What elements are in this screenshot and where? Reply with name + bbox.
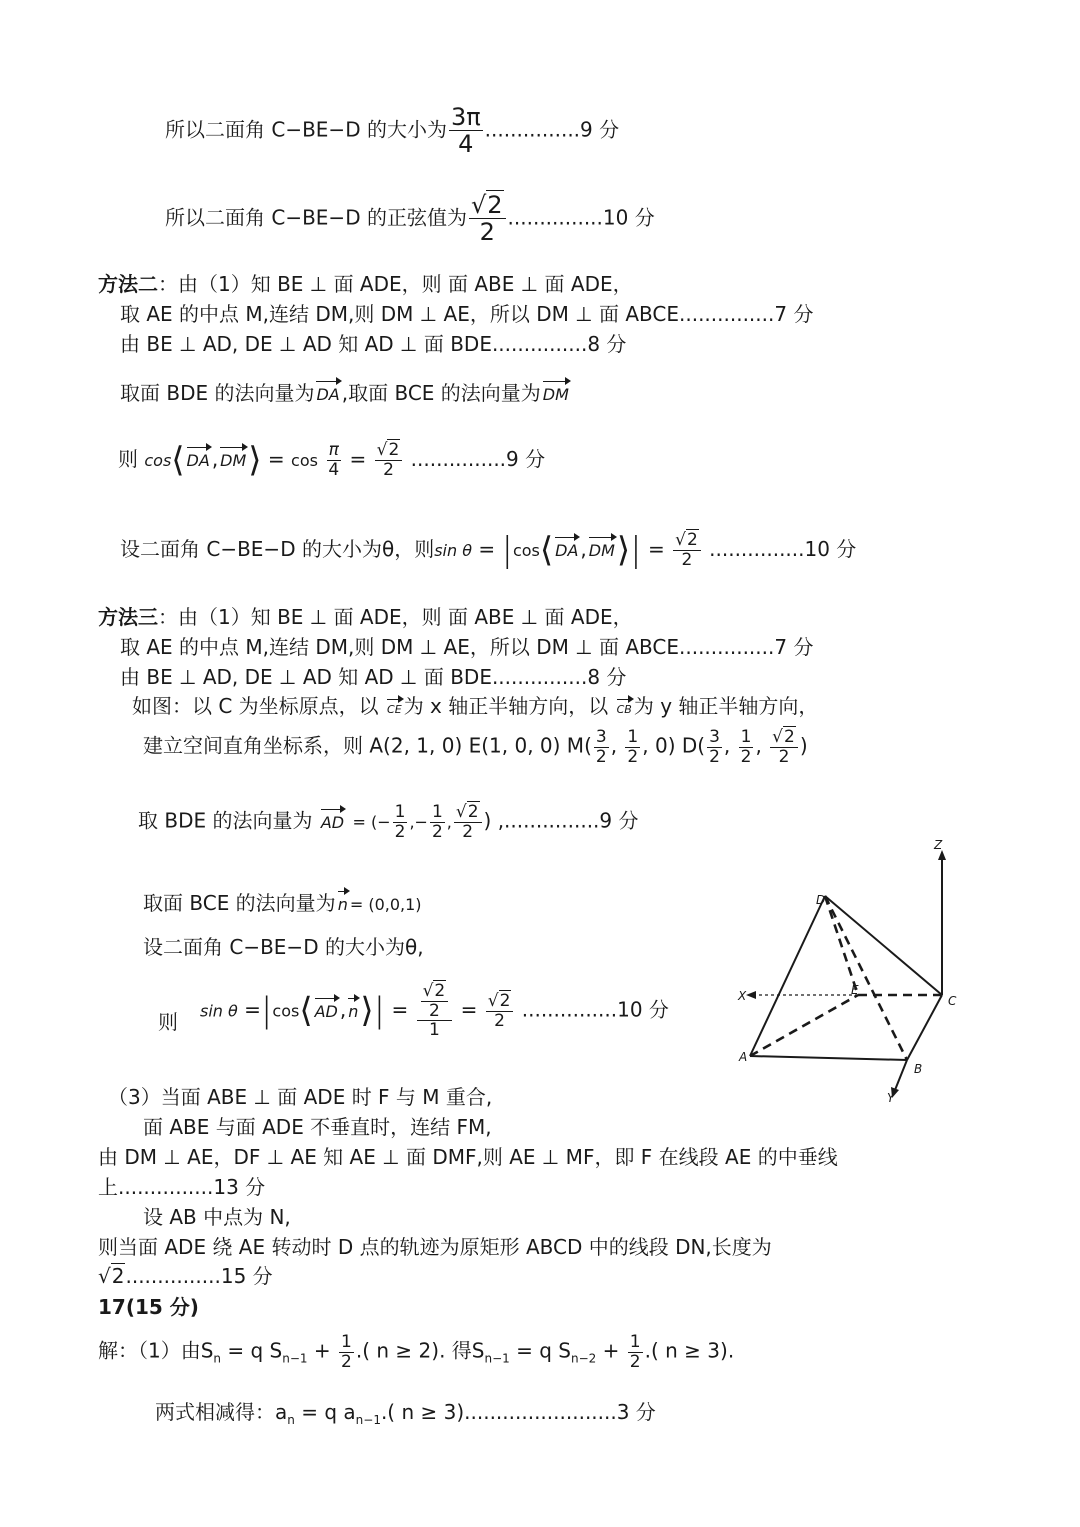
- part3-line2: 面 ABE 与面 ADE 不垂直时，连结 FM,: [143, 1115, 492, 1139]
- method3-label: 方法三: [98, 605, 158, 629]
- part3-line1: （3）当面 ABE ⊥ 面 ADE 时 F 与 M 重合,: [108, 1085, 493, 1109]
- vector-dm: DM: [543, 378, 569, 404]
- method2-line2: 取 AE 的中点 M,连结 DM,则 DM ⊥ AE，所以 DM ⊥ 面 ABCE...............7 分: [120, 302, 814, 326]
- question17-line2: 两式相减得：$a_n = q$ $a_{n-1}$.( n ≥ 3)........................3 分: [155, 1400, 656, 1427]
- label-e: E: [851, 983, 859, 997]
- label-c: C: [948, 994, 957, 1008]
- method3-line8: 设二面角 C−BE−D 的大小为θ,: [143, 935, 424, 959]
- vector-cb: CB: [617, 696, 632, 716]
- edge-ab: [750, 1056, 907, 1060]
- axis-y: [895, 1060, 907, 1090]
- fraction-3pi-4: $\frac{3\pi}{4}$: [450, 103, 481, 159]
- label-a: A: [739, 1050, 748, 1064]
- part3-line6: 则当面 ADE 绕 AE 转动时 D 点的轨迹为原矩形 ABCD 中的线段 DN,长度为: [98, 1235, 772, 1259]
- edge-da: [750, 896, 825, 1056]
- method3-line9-ze: 则: [158, 1010, 178, 1034]
- method2-line1: 方法二：由（1）知 BE ⊥ 面 ADE，则 面 ABE ⊥ 面 ADE，: [98, 272, 633, 296]
- label-d: D: [816, 893, 826, 907]
- method3-line1: 方法三：由（1）知 BE ⊥ 面 ADE，则 面 ABE ⊥ 面 ADE，: [98, 605, 633, 629]
- label-b: B: [914, 1062, 923, 1076]
- method3-line5-coordinates: 建立空间直角坐标系，则 A(2, 1, 0) E(1, 0, 0) M( $\frac{3}{2}$ , $\frac{1}{2}$ , 0) D( $\frac{3}{2}$ , $\frac{1}{2}$ , $\frac{√2}{2}$ ): [143, 727, 808, 767]
- question17-title: 17(15 分): [98, 1295, 199, 1319]
- edge-ae: [750, 995, 858, 1056]
- vector-ad: AD: [321, 806, 344, 832]
- edge-bc: [907, 995, 942, 1060]
- method3-line6: 取 BDE 的法向量为 AD = (− $\frac{1}{2}$ ,− $\frac{1}{2}$ , $\frac{√2}{2}$ ) ,...............9 分: [138, 802, 639, 842]
- part3-line4: 上...............13 分: [98, 1175, 266, 1199]
- part3-line3: 由 DM ⊥ AE，DF ⊥ AE 知 AE ⊥ 面 DMF,则 AE ⊥ MF，即 F 在线段 AE 的中垂线: [98, 1145, 838, 1169]
- method2-line5: 则 cos⟨ DA , DM⟩ = cos $\frac{\pi}{4}$ = $\frac{√2}{2}$ ...............9 分: [118, 440, 546, 480]
- label-y: Y: [887, 1091, 895, 1105]
- method3-line9-formula: sin θ =|cos⟨ AD , n⟩| = $\frac{\frac{√2}{2}}{1}$ = $\frac{√2}{2}$ ...............10 分: [200, 981, 669, 1041]
- method3-line2: 取 AE 的中点 M,连结 DM,则 DM ⊥ AE，所以 DM ⊥ 面 ABCE...............7 分: [120, 635, 814, 659]
- method2-line4: 取面 BDE 的法向量为 DA ,取面 BCE 的法向量为 DM: [120, 378, 571, 405]
- label-z: Z: [934, 838, 943, 852]
- method2-line6: 设二面角 C−BE−D 的大小为θ，则sin θ = |cos⟨ DA , DM⟩| = $\frac{√2}{2}$ ...............10 分: [120, 530, 857, 570]
- question17-line1: 解：（1）由$S_n = q$ $S_{n-1}$ + $\frac{1}{2}$ .( n ≥ 2). 得$S_{n-1} = q$ $S_{n-2}$ + $\frac{1}{2}$ .( n ≥ 3).: [98, 1332, 735, 1372]
- part3-line7: √2...............15 分: [98, 1264, 273, 1288]
- method2-line3: 由 BE ⊥ AD, DE ⊥ AD 知 AD ⊥ 面 BDE...............8 分: [120, 332, 627, 356]
- fraction-sqrt2-2: $\frac{√2}{2}$: [469, 192, 506, 246]
- line-sine-value: 所以二面角 C−BE−D 的正弦值为 $\frac{√2}{2}$ ...............10 分: [165, 191, 655, 247]
- label-x: X: [738, 989, 747, 1003]
- vector-da: DA: [316, 378, 339, 404]
- method3-line7: 取面 BCE 的法向量为 n = (0,0,1): [143, 888, 422, 915]
- part3-line5: 设 AB 中点为 N,: [143, 1205, 291, 1229]
- method2-label: 方法二: [98, 272, 158, 296]
- vector-n: n: [338, 888, 348, 914]
- vector-ce: CE: [387, 696, 402, 716]
- line-dihedral-angle: 所以二面角 C−BE−D 的大小为 $\frac{3\pi}{4}$ ...............9 分: [165, 103, 620, 159]
- coordinate-figure: [730, 838, 970, 1108]
- axis-x-arrow: [746, 991, 756, 999]
- method3-line3: 由 BE ⊥ AD, DE ⊥ AD 知 AD ⊥ 面 BDE...............8 分: [120, 665, 627, 689]
- edge-db: [825, 896, 907, 1060]
- method3-line4: 如图：以 C 为坐标原点，以 CE 为 x 轴正半轴方向，以 CB 为 y 轴正半轴方向，: [132, 694, 819, 718]
